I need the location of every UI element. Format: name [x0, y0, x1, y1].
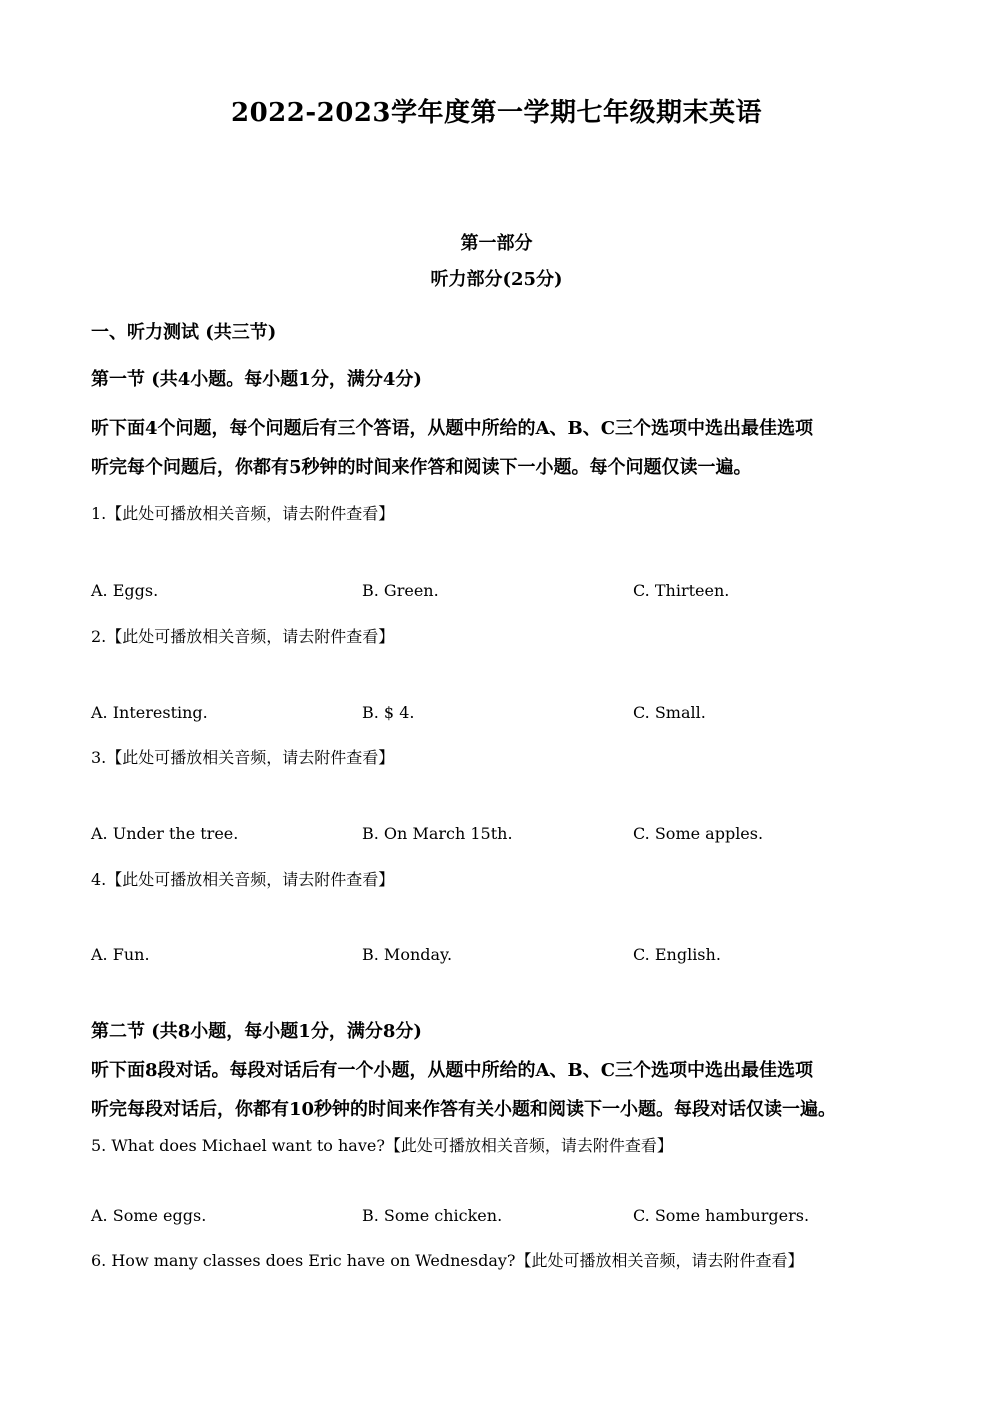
option-a: A. Under the tree. [91, 824, 239, 843]
question-5-options [91, 1206, 911, 1228]
option-a: A. Eggs. [91, 581, 159, 600]
option-a: A. Fun. [91, 945, 150, 964]
option-a: A. Some eggs. [91, 1206, 207, 1225]
question-4-options [91, 945, 911, 967]
question-3: 3.【此处可播放相关音频，请去附件查看】 [91, 748, 395, 767]
option-a: A. Interesting. [91, 703, 208, 722]
question-3-options [91, 824, 911, 846]
subsection2-instruction-line2: 听完每段对话后，你都有10秒钟的时间来作答有关小题和阅读下一小题。每段对话仅读一遍。 [91, 1099, 837, 1120]
subsection2-instruction-line1: 听下面8段对话。每段对话后有一个小题，从题中所给的A、B、C三个选项中选出最佳选项 [91, 1060, 814, 1081]
section-heading: 一、听力测试 (共三节) [91, 322, 277, 343]
part-heading: 第一部分 [460, 233, 533, 254]
part-subheading: 听力部分(25分) [430, 269, 563, 290]
subsection1-instruction-line2: 听完每个问题后，你都有5秒钟的时间来作答和阅读下一小题。每个问题仅读一遍。 [91, 457, 752, 478]
question-4: 4.【此处可播放相关音频，请去附件查看】 [91, 870, 395, 889]
option-c: C. Some hamburgers. [633, 1206, 810, 1225]
option-c: C. Thirteen. [633, 581, 730, 600]
question-2: 2.【此处可播放相关音频，请去附件查看】 [91, 627, 395, 646]
subsection1-instruction-line1: 听下面4个问题，每个问题后有三个答语，从题中所给的A、B、C三个选项中选出最佳选项 [91, 418, 814, 439]
subsection1-heading: 第一节 (共4小题。每小题1分，满分4分) [91, 369, 422, 390]
page-title: 2022-2023学年度第一学期七年级期末英语 [230, 98, 763, 128]
option-c: C. English. [633, 945, 721, 964]
option-b: B. On March 15th. [362, 824, 513, 843]
option-c: C. Small. [633, 703, 706, 722]
option-b: B. Some chicken. [362, 1206, 503, 1225]
option-b: B. Monday. [362, 945, 453, 964]
question-1: 1.【此处可播放相关音频，请去附件查看】 [91, 504, 395, 523]
option-c: C. Some apples. [633, 824, 764, 843]
question-2-options [91, 703, 911, 725]
question-1-options [91, 581, 911, 603]
option-b: B. $ 4. [362, 703, 415, 722]
option-b: B. Green. [362, 581, 439, 600]
question-6: 6. How many classes does Eric have on Wednesday?【此处可播放相关音频，请去附件查看】 [91, 1251, 804, 1270]
question-5: 5. What does Michael want to have?【此处可播放相关音频，请去附件查看】 [91, 1136, 673, 1155]
subsection2-heading: 第二节 (共8小题，每小题1分，满分8分) [91, 1021, 422, 1042]
